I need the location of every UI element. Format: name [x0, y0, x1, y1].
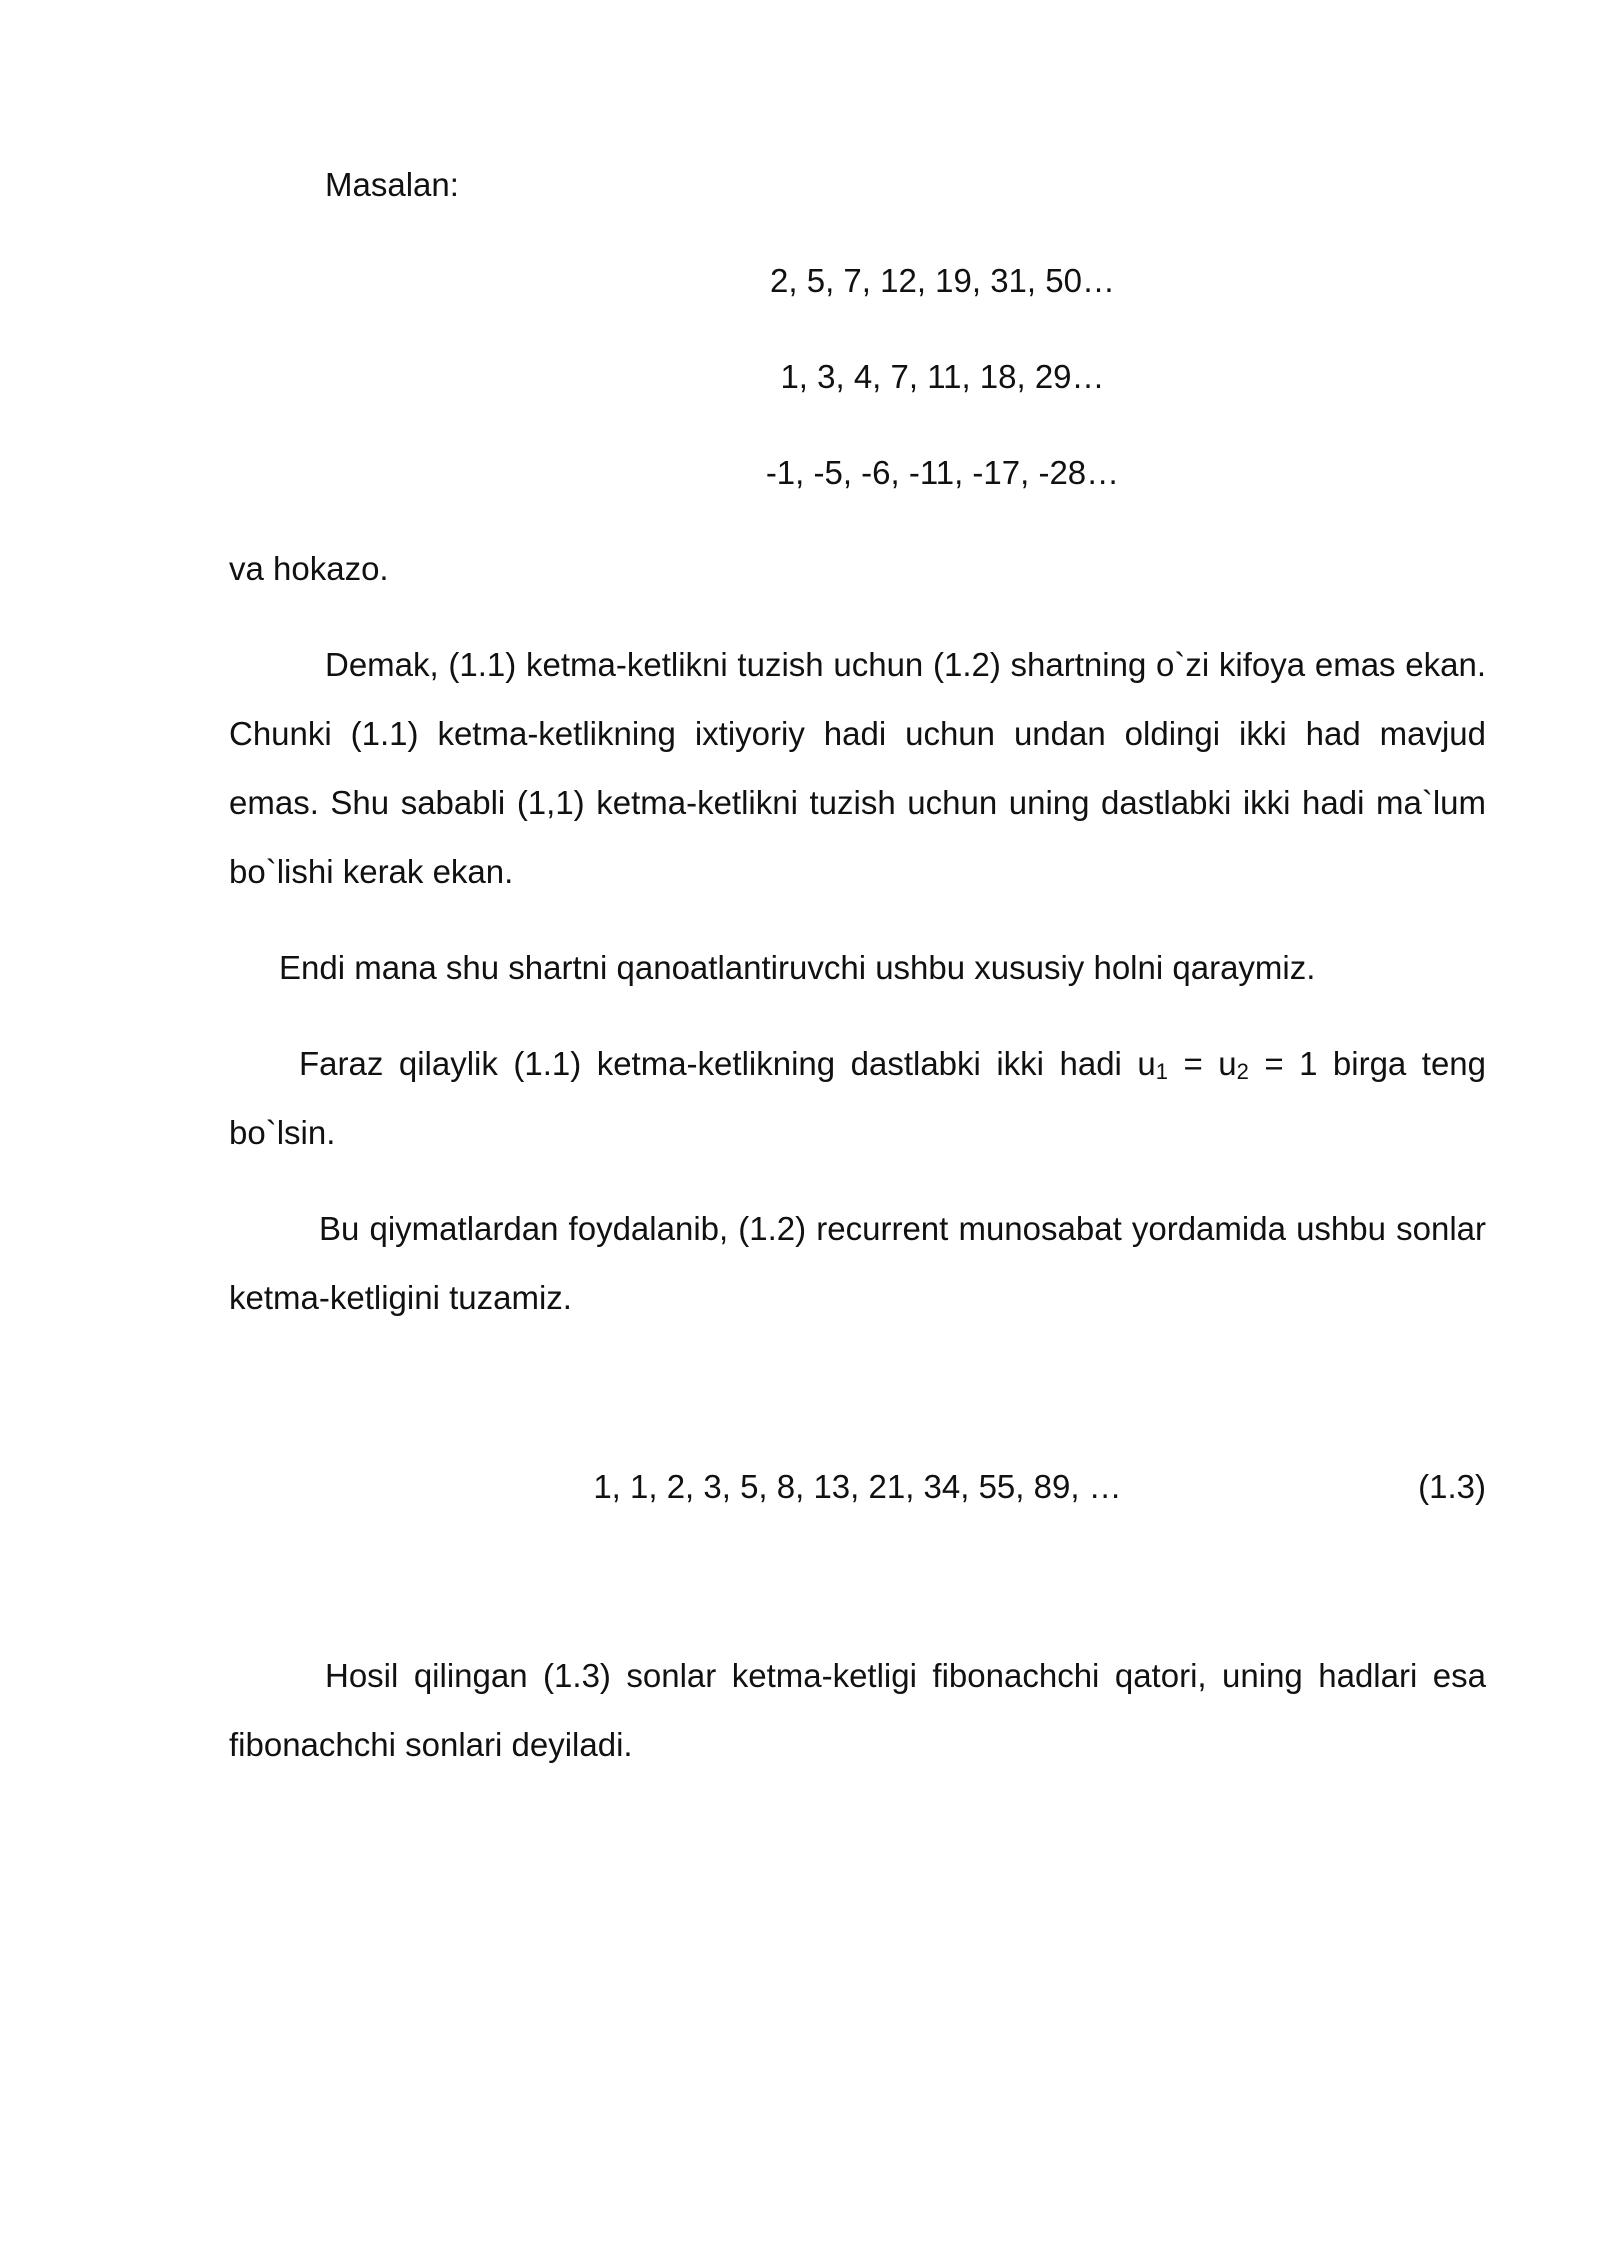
- fibonacci-equation: 1, 1, 2, 3, 5, 8, 13, 21, 34, 55, 89, …: [593, 1468, 1122, 1505]
- subscript-1: 1: [1155, 1059, 1168, 1084]
- subscript-2: 2: [1236, 1059, 1249, 1084]
- sequence-3: -1, -5, -6, -11, -17, -28…: [765, 454, 1120, 491]
- after-sequences-text: va hokazo.: [229, 550, 389, 587]
- paragraph-3-mid: = u: [1167, 1045, 1237, 1082]
- intro-text: Masalan:: [325, 166, 459, 203]
- paragraph-4: Bu qiymatlardan foydalanib, (1.2) recurrent munosabat yordamida ushbu sonlar ketma-ketligini tuzamiz.: [229, 1210, 1486, 1316]
- paragraph-5: Hosil qilingan (1.3) sonlar ketma-ketligi fibonachchi qatori, uning hadlari esa fibonachchi sonlari deyiladi.: [229, 1657, 1486, 1763]
- paragraph-3-before: Faraz qilaylik (1.1) ketma-ketlikning dastlabki ikki hadi u: [299, 1045, 1156, 1082]
- equation-number: (1.3): [1418, 1468, 1486, 1505]
- paragraph-1: Demak, (1.1) ketma-ketlikni tuzish uchun (1.2) shartning o`zi kifoya emas ekan. Chunki (1.1) ketma-ketlikning ixtiyoriy hadi uchun undan oldingi ikki had mavjud emas. Shu sababli (1,1) ketma-ketlikni tuzish uchun uning dastlabki ikki hadi ma`lum bo`lishi kerak ekan.: [229, 646, 1486, 890]
- sequence-1: 2, 5, 7, 12, 19, 31, 50…: [770, 262, 1115, 299]
- paragraph-2: Endi mana shu shartni qanoatlantiruvchi ushbu xususiy holni qaraymiz.: [279, 949, 1316, 986]
- paragraph-3: [229, 1029, 1486, 1167]
- paragraph-3-after: = 1 birga teng bo`lsin.: [229, 1045, 1487, 1151]
- document-body: [229, 150, 1486, 1779]
- sequence-2: 1, 3, 4, 7, 11, 18, 29…: [780, 358, 1105, 395]
- equation-row: [229, 1452, 1486, 1521]
